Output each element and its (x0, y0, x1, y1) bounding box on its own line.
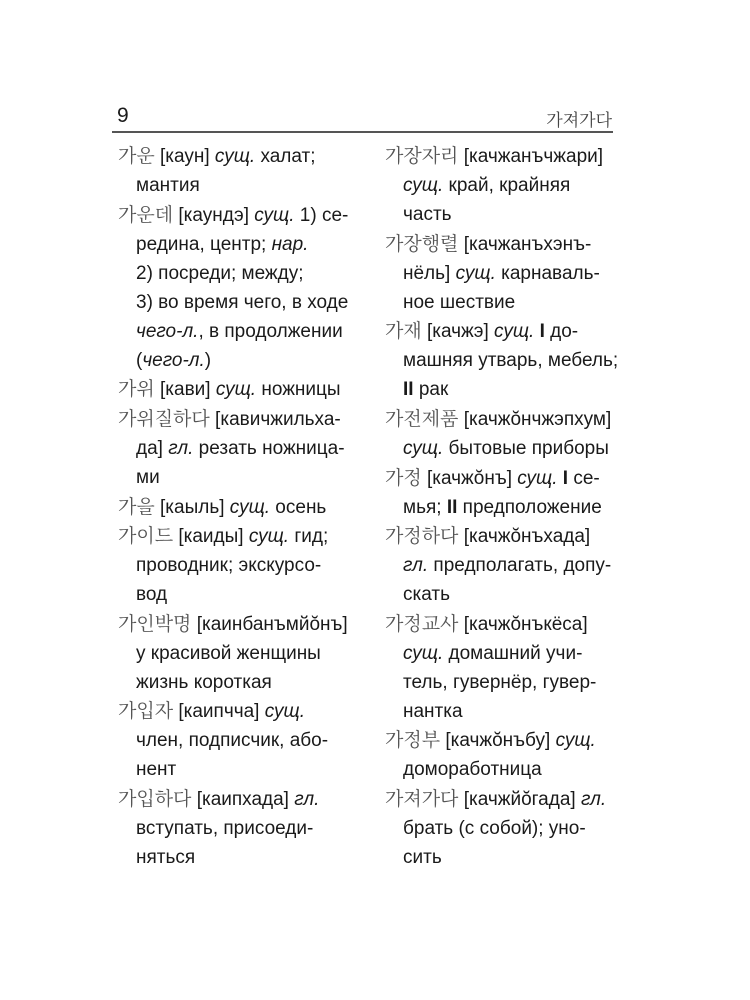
dictionary-entry (385, 317, 620, 404)
entry-text: 3) во время чего, в ходе (136, 291, 349, 313)
entry-line (385, 668, 620, 697)
entry-line (118, 814, 363, 843)
dictionary-entry (118, 201, 363, 375)
entry-line (118, 142, 363, 171)
entry-text: II (446, 496, 458, 518)
dictionary-entry (118, 522, 363, 609)
dictionary-entry (385, 522, 620, 609)
entry-text: [качжйŏгада] (458, 789, 581, 810)
entry-line (118, 785, 363, 814)
entry-text: [качжэ] (421, 321, 495, 343)
grammar-label: сущ. (517, 467, 558, 489)
dictionary-entry (118, 375, 363, 404)
entry-text: тель, гувернёр, гувер- (403, 671, 597, 693)
entry-line (118, 522, 363, 551)
entry-line (385, 785, 620, 814)
entry-line (385, 639, 620, 668)
entry-line (385, 171, 620, 200)
entry-line (385, 405, 620, 434)
entry-text: II (403, 379, 414, 401)
headword: 가정 (385, 466, 422, 489)
entry-text: се- (568, 467, 600, 489)
entry-text: предположение (457, 496, 602, 518)
grammar-label: сущ. (403, 437, 444, 459)
grammar-label: сущ. (248, 526, 290, 548)
entry-text: [каыль] (154, 496, 230, 518)
entry-text: край, крайняя (443, 175, 571, 196)
grammar-label: сущ. (403, 175, 444, 196)
grammar-label: нар. (271, 233, 309, 255)
entry-line (385, 317, 620, 346)
grammar-label: сущ. (403, 642, 444, 664)
entry-text: домоработница (403, 759, 542, 781)
headword: 가입하다 (118, 788, 192, 810)
entry-line (118, 230, 363, 259)
entry-text: [качжанъхэнъ- (458, 233, 592, 255)
right-column (385, 142, 620, 872)
entry-line (385, 375, 620, 404)
entry-text: 1) се- (294, 204, 349, 226)
grammar-label: сущ. (214, 146, 256, 167)
entry-text: [кавичжильха- (209, 408, 341, 430)
dictionary-entry (118, 493, 363, 522)
entry-text: брать (с собой); уно- (403, 818, 586, 839)
headword: 가운데 (118, 203, 174, 226)
left-column (118, 142, 363, 872)
entry-line (118, 755, 363, 784)
entry-text: вступать, присоеди- (136, 818, 314, 839)
entry-line (118, 434, 363, 463)
grammar-label: сущ. (494, 321, 535, 343)
entry-text: ми (136, 466, 160, 488)
headword: 가위 (118, 378, 155, 401)
headword: 가인박명 (118, 612, 192, 635)
grammar-label: сущ. (229, 496, 271, 518)
entry-line (385, 522, 620, 551)
headword: 가재 (385, 320, 422, 343)
entry-line (385, 610, 620, 639)
grammar-label: гл. (168, 437, 194, 459)
headword: 가져가다 (385, 788, 459, 810)
entry-line (385, 493, 620, 522)
entry-line (385, 142, 620, 171)
entry-line (385, 843, 620, 872)
dictionary-entry (385, 726, 620, 784)
entry-line (385, 288, 620, 317)
entry-text: член, подписчик, або- (136, 730, 329, 752)
entry-line (385, 346, 620, 375)
entry-line (118, 726, 363, 755)
entry-text: домашний учи- (443, 642, 583, 664)
grammar-label: гл. (294, 789, 320, 810)
entry-text: карнаваль- (495, 262, 600, 284)
dictionary-entry (385, 610, 620, 726)
dictionary-entry (385, 230, 620, 317)
entry-line (118, 259, 363, 288)
grammar-label: чего-л. (136, 320, 199, 342)
dictionary-entry (385, 142, 620, 229)
entry-text: проводник; экскурсо- (136, 555, 322, 577)
entry-text: [качжŏнъбу] (440, 730, 556, 752)
headword: 가정교사 (385, 612, 459, 635)
entry-text: ) (204, 349, 212, 371)
entry-line (118, 288, 363, 317)
entry-text: гид; (289, 526, 329, 548)
entry-text: [каипхада] (191, 789, 295, 810)
headword: 가장행렬 (385, 232, 459, 255)
entry-text: няться (136, 847, 196, 868)
entry-line (118, 580, 363, 609)
entry-text: да] (136, 437, 169, 459)
entry-text: скать (403, 584, 450, 606)
grammar-label: сущ. (215, 379, 257, 401)
entry-text: ножницы (256, 379, 341, 401)
entry-line (118, 668, 363, 697)
headword: 가을 (118, 495, 155, 518)
entry-text: [каиды] (173, 526, 249, 548)
dictionary-entry (385, 785, 620, 872)
entry-text: 2) посреди; между; (136, 262, 304, 284)
entry-text: I (562, 467, 569, 489)
headword: 가정하다 (385, 525, 459, 548)
entry-text: мантия (136, 175, 200, 196)
entry-line (118, 346, 363, 375)
headword: 가이드 (118, 525, 174, 548)
entry-line (385, 464, 620, 493)
dictionary-entry (118, 610, 363, 697)
grammar-label: сущ. (555, 730, 596, 752)
entry-text: [каундэ] (173, 204, 255, 226)
entry-line (118, 551, 363, 580)
entry-text: нантка (403, 700, 463, 722)
entry-text: [качжŏнъ] (421, 467, 518, 489)
grammar-label: сущ. (264, 701, 305, 723)
running-head: 가져가다 (546, 111, 612, 131)
entry-line (385, 726, 620, 755)
entry-line (385, 200, 620, 229)
entry-text: до- (544, 321, 579, 343)
entry-text: у красивой женщины (136, 642, 321, 664)
entry-text: часть (403, 204, 452, 225)
entry-text: ( (136, 349, 143, 371)
entry-line (118, 375, 363, 404)
entry-line (118, 493, 363, 522)
headword: 가입자 (118, 700, 174, 723)
entry-line (385, 551, 620, 580)
headword: 가정부 (385, 729, 441, 752)
entry-line (118, 171, 363, 200)
entry-line (118, 405, 363, 434)
entry-text: резать ножница- (193, 437, 345, 459)
grammar-label: гл. (580, 789, 607, 810)
entry-text: [качжŏнъхада] (458, 526, 591, 548)
entry-text: рак (413, 379, 449, 401)
entry-line (118, 201, 363, 230)
dictionary-entry (118, 785, 363, 872)
entry-line (385, 434, 620, 463)
entry-text: нент (136, 759, 177, 781)
dictionary-entry (385, 464, 620, 522)
entry-text: нёль] (403, 262, 456, 284)
entry-text: [качжŏнчжэпхум] (458, 408, 612, 430)
header-rule (112, 131, 613, 133)
entry-line (385, 580, 620, 609)
headword: 가운 (118, 145, 155, 167)
entry-text: [качжанъчжари] (458, 146, 604, 167)
grammar-label: гл. (403, 555, 429, 577)
entry-line (118, 697, 363, 726)
entry-text: халат; (255, 146, 316, 167)
entry-text: [кави] (154, 379, 216, 401)
entry-text: ное шествие (403, 291, 516, 313)
entry-text: мья; (403, 496, 447, 518)
headword: 가장자리 (385, 145, 459, 167)
entry-text: I (539, 321, 545, 343)
entry-line (385, 697, 620, 726)
entry-line (118, 639, 363, 668)
entry-text: жизнь короткая (136, 671, 272, 693)
entry-line (385, 259, 620, 288)
entry-text: сить (403, 847, 442, 868)
entry-text: [каун] (154, 146, 215, 167)
entry-line (118, 843, 363, 872)
entry-text: предполагать, допу- (428, 555, 612, 577)
entry-line (118, 317, 363, 346)
headword: 가위질하다 (118, 407, 210, 430)
entry-text: [каинбанъмйŏнъ] (191, 613, 348, 635)
headword: 가전제품 (385, 407, 459, 430)
grammar-label: чего-л. (142, 349, 205, 371)
entry-line (385, 755, 620, 784)
dictionary-entry (118, 142, 363, 200)
entry-text: вод (136, 584, 168, 606)
entry-text: , в продолжении (198, 320, 343, 342)
dictionary-entry (118, 697, 363, 784)
entry-text: [качжŏнъкёса] (458, 613, 588, 635)
entry-text: осень (270, 496, 327, 518)
entry-line (385, 814, 620, 843)
dictionary-entry (385, 405, 620, 463)
entry-line (118, 463, 363, 492)
entry-line (385, 230, 620, 259)
grammar-label: сущ. (455, 262, 496, 284)
entry-line (118, 610, 363, 639)
page-number: 9 (117, 104, 129, 127)
entry-text: редина, центр; (136, 233, 272, 255)
entry-text: машняя утварь, мебель; (403, 350, 619, 372)
entry-text: бытовые приборы (443, 437, 609, 459)
grammar-label: сущ. (254, 204, 295, 226)
entry-text: [каипчча] (173, 701, 265, 723)
dictionary-entry (118, 405, 363, 492)
